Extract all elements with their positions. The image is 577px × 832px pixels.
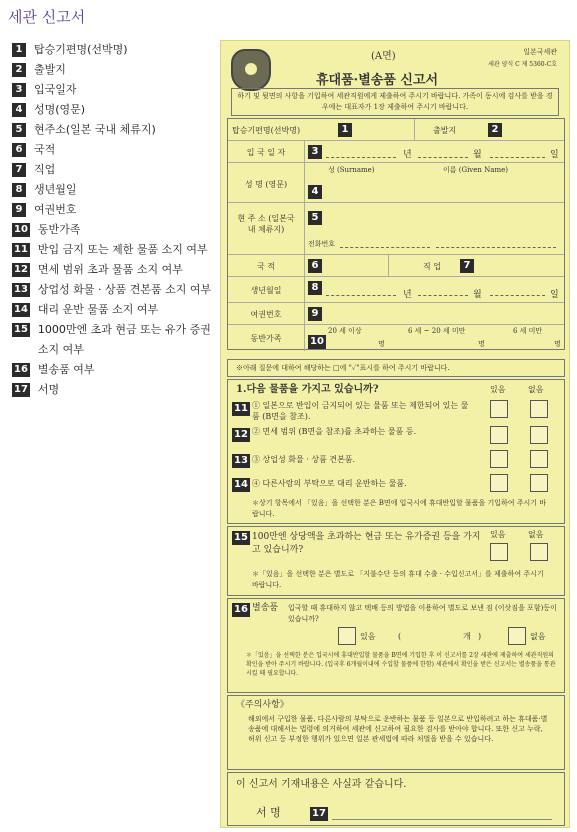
family-mid-unit: 명 xyxy=(478,340,485,348)
legend-item xyxy=(12,360,212,380)
legend-number-badge: 3 xyxy=(12,83,26,97)
legend-number-badge: 7 xyxy=(12,163,26,177)
badge-2: 2 xyxy=(488,123,502,137)
legend-text: 상업성 화물 · 상품 견본품 소지 여부 xyxy=(37,283,212,296)
caution-text: 해외에서 구입한 물품, 다른사람의 부탁으로 운반하는 물품 등 일본으로 반입하려고 하는 휴대품·별송품에 대해서는 법령에 의거하여 세관에 신고하여 필요한 검사를 받아야 합니다. 또한 신고 누락, 허위 신고 등 부정한 행위가 있으면 일본 관세법에 따라 처벌을 받을 수 있습니다. xyxy=(248,715,548,743)
legend-text: 1000만엔 초과 현금 또는 유가 증권 소지 여부 xyxy=(37,323,211,356)
legend-number-badge: 4 xyxy=(12,103,26,117)
legend-item xyxy=(12,300,212,320)
declaration-text: 이 신고서 기재내용은 사실과 같습니다. xyxy=(236,779,407,790)
legend-text: 직업 xyxy=(34,163,56,176)
legend-number-badge: 10 xyxy=(14,224,28,235)
legend-text: 여권번호 xyxy=(34,203,77,216)
caution-section xyxy=(227,695,565,770)
q1-item4-no-checkbox[interactable] xyxy=(530,474,548,492)
q2-yes-checkbox[interactable] xyxy=(490,543,508,561)
q1-item3: ③ 상업성 화물 · 상품 견본품. xyxy=(252,455,356,464)
q2-no-checkbox[interactable] xyxy=(530,543,548,561)
family-child-unit: 명 xyxy=(554,340,561,348)
q2-no-label: 없음 xyxy=(528,530,544,539)
legend-number-badge: 17 xyxy=(14,384,28,395)
customs-emblem-icon xyxy=(231,49,271,91)
legend-number-badge: 1 xyxy=(12,43,26,57)
legend-number-badge: 15 xyxy=(14,324,28,335)
family-child-label: 6 세 미만 xyxy=(513,327,543,335)
q1-item1-yes-checkbox[interactable] xyxy=(490,400,508,418)
legend-item xyxy=(12,240,212,260)
legend-text: 면세 범위 초과 물품 소지 여부 xyxy=(37,263,183,276)
q3-title: 별송품 xyxy=(252,603,279,613)
signature-line[interactable] xyxy=(332,819,552,820)
q3-text: 입국할 때 휴대하지 않고 택배 등의 방법을 이용하여 별도로 보낸 짐 (이삿짐을 포함)등이 있습니까? xyxy=(288,604,557,623)
badge-5: 5 xyxy=(308,211,322,225)
legend-text: 현주소(일본 국내 체류지) xyxy=(34,123,156,136)
legend-text: 동반가족 xyxy=(37,223,81,236)
q1-no-label: 없음 xyxy=(528,385,544,394)
q1-item3-yes-checkbox[interactable] xyxy=(490,450,508,468)
legend-text: 서명 xyxy=(37,383,60,396)
badge-1: 1 xyxy=(338,123,352,137)
entry-date-label: 입 국 일 자 xyxy=(246,148,286,157)
legend-item xyxy=(12,40,212,60)
legend-text: 성명(영문) xyxy=(34,103,86,116)
legend-text: 대리 운반 물품 소지 여부 xyxy=(37,303,159,316)
badge-11: 11 xyxy=(234,403,248,414)
badge-7: 7 xyxy=(460,259,474,273)
q1-title: 1.다음 물품을 가지고 있습니까? xyxy=(236,384,379,395)
legend-number-badge: 16 xyxy=(14,364,28,375)
legend-item xyxy=(12,160,212,180)
badge-6: 6 xyxy=(308,259,322,273)
legend-number-badge: 6 xyxy=(12,143,26,157)
legend-list xyxy=(12,40,212,400)
q1-yes-label: 있음 xyxy=(490,385,506,394)
birth-year-label: 년 xyxy=(403,290,412,300)
form-title: 휴대품·별송품 신고서 xyxy=(316,73,439,88)
legend-item xyxy=(12,140,212,160)
legend-item xyxy=(12,260,212,280)
legend-number-badge: 8 xyxy=(12,183,26,197)
legend-number-badge: 13 xyxy=(14,284,28,295)
q1-item4: ④ 다른사람의 부탁으로 대리 운반하는 물품. xyxy=(252,479,407,488)
badge-9: 9 xyxy=(308,307,322,321)
badge-4: 4 xyxy=(308,185,322,199)
badge-10: 10 xyxy=(310,336,324,347)
q2-yes-label: 있음 xyxy=(490,530,506,539)
legend-item xyxy=(12,280,212,300)
legend-item xyxy=(12,380,212,400)
legend-text: 탑승기편명(선박명) xyxy=(34,43,128,56)
legend-item xyxy=(12,220,212,240)
q3-count-label: 개 xyxy=(463,632,471,641)
legend-item xyxy=(12,180,212,200)
q3-no-checkbox[interactable] xyxy=(508,627,526,645)
question-3-section: 16 별송품 입국할 때 휴대하지 않고 택배 등의 방법을 이용하여 별도로 보낸 짐 (이삿짐을 포함)등이 있습니까? 있음 ( 개 ) 없음 ＊「있음」을 선택한 분은 입국시에 휴대반입할 물품을 B면에 기입한 후 이 신고서를 2장 세관에 제출하여 세관직원의 확인을 받아 주시기 바랍니다. (입국후 6개월이내에 수입할 물품에 한함) 세관에서 확인을 받은 신고서는 별송품을 통관시킬 때 필요합니다. xyxy=(227,598,565,693)
legend-text: 반입 금지 또는 제한 물품 소지 여부 xyxy=(37,243,208,256)
q3-yes-checkbox[interactable] xyxy=(338,627,356,645)
check-notice: ※아래 질문에 대하여 해당하는 □에 "✓"표시를 하여 주시기 바랍니다. xyxy=(227,359,565,377)
phone-label: 전화번호 xyxy=(308,240,336,248)
badge-16: 16 xyxy=(234,604,248,615)
q1-item4-yes-checkbox[interactable] xyxy=(490,474,508,492)
legend-text: 생년월일 xyxy=(34,183,77,196)
form-issuer: 일본국세관 xyxy=(523,48,557,56)
family-label: 동반가족 xyxy=(250,334,282,343)
q1-item1: ① 일본으로 반입이 금지되어 있는 물품 또는 제한되어 있는 물품 (B면을 참조). xyxy=(252,401,469,421)
month-label: 월 xyxy=(473,150,482,160)
legend-number-badge: 9 xyxy=(12,203,26,217)
q1-item2-no-checkbox[interactable] xyxy=(530,426,548,444)
personal-info-fields xyxy=(227,118,565,350)
badge-12: 12 xyxy=(234,429,248,440)
legend-number-badge: 11 xyxy=(14,244,28,255)
form-edition: (A면) xyxy=(371,51,396,62)
legend-item xyxy=(12,320,212,360)
birth-day-label: 일 xyxy=(550,290,559,300)
occupation-label: 직 업 xyxy=(423,262,441,271)
badge-14: 14 xyxy=(234,479,248,490)
q3-yes-label: 있음 xyxy=(360,632,376,641)
legend-item xyxy=(12,80,212,100)
signature-section xyxy=(227,772,565,826)
legend-item xyxy=(12,100,212,120)
q1-item1-no-checkbox[interactable] xyxy=(530,400,548,418)
q2-note: ＊「있음」을 선택한 분은 별도로 「지불수단 등의 휴대 수출 · 수입신고서」를 제출하여 주시기 바랍니다. xyxy=(252,570,544,589)
family-mid-label: 6 세 ~ 20 세 미만 xyxy=(408,327,466,335)
year-label: 년 xyxy=(403,150,412,160)
legend-text: 별송품 여부 xyxy=(37,363,95,376)
nationality-label: 국 적 xyxy=(257,262,275,271)
birth-label: 생년월일 xyxy=(250,286,282,295)
departure-label: 출발지 xyxy=(433,126,457,135)
q1-item2-yes-checkbox[interactable] xyxy=(490,426,508,444)
legend-item xyxy=(12,120,212,140)
day-label: 일 xyxy=(550,150,559,160)
flight-label: 탑승기편명(선박명) xyxy=(232,126,301,135)
surname-label: 성 (Surname) xyxy=(328,166,375,174)
question-1-section xyxy=(227,379,565,524)
address-label: 현 주 소 (일본국내 체류지) xyxy=(237,214,295,234)
legend-text: 국적 xyxy=(34,143,56,156)
form-notice: 하기 및 뒷면의 사항을 기입하여 세관직원에게 제출하여 주시기 바랍니다. 가족이 동시에 검사를 받을 경우에는 대표자가 1장 제출하여 주시기 바랍니다. xyxy=(231,88,559,116)
badge-13: 13 xyxy=(234,455,248,466)
legend-item xyxy=(12,200,212,220)
question-2-section xyxy=(227,526,565,596)
q1-item2: ② 면세 범위 (B면을 참조)를 초과하는 물품 등. xyxy=(252,427,417,436)
legend-text: 입국일자 xyxy=(34,83,77,96)
page-title: 세관 신고서 xyxy=(8,8,86,26)
birth-month-label: 월 xyxy=(473,290,482,300)
q1-item3-no-checkbox[interactable] xyxy=(530,450,548,468)
name-label: 성 명 (영문) xyxy=(244,180,288,189)
legend-number-badge: 14 xyxy=(14,304,28,315)
legend-item xyxy=(12,60,212,80)
caution-title: 《주의사항》 xyxy=(236,700,289,710)
form-code: 세관 양식 C 제 5360-C호 xyxy=(488,61,557,68)
given-name-label: 이름 (Given Name) xyxy=(443,166,508,174)
signature-label: 서 명 xyxy=(256,806,281,819)
legend-number-badge: 12 xyxy=(14,264,28,275)
legend-number-badge: 5 xyxy=(12,123,26,137)
badge-8: 8 xyxy=(308,281,322,295)
badge-3: 3 xyxy=(308,145,322,159)
badge-15: 15 xyxy=(234,532,248,543)
passport-label: 여권번호 xyxy=(250,310,282,319)
q2-title: 100만엔 상당액을 초과하는 현금 또는 유가증권 등을 가지고 있습니까? xyxy=(252,532,481,555)
family-adult-unit: 명 xyxy=(378,340,385,348)
customs-form xyxy=(220,40,570,828)
q3-no-label: 없음 xyxy=(530,632,546,641)
q3-note: ＊「있음」을 선택한 분은 입국시에 휴대반입할 물품을 B면에 기입한 후 이 신고서를 2장 세관에 제출하여 세관직원의 확인을 받아 주시기 바랍니다. (입국후 6개월이내에 수입할 물품에 한함) 세관에서 확인을 받은 신고서는 별송품을 통관시킬 때 필요합니다. xyxy=(246,652,556,677)
legend-number-badge: 2 xyxy=(12,63,26,77)
family-adult-label: 20 세 이상 xyxy=(328,327,362,335)
badge-17: 17 xyxy=(312,808,326,819)
q1-note: ＊상기 항목에서 「있음」을 선택한 분은 B면에 입국시에 휴대반입할 물품을 기입하여 주시기 바랍니다. xyxy=(252,499,547,518)
legend-text: 출발지 xyxy=(34,63,66,76)
